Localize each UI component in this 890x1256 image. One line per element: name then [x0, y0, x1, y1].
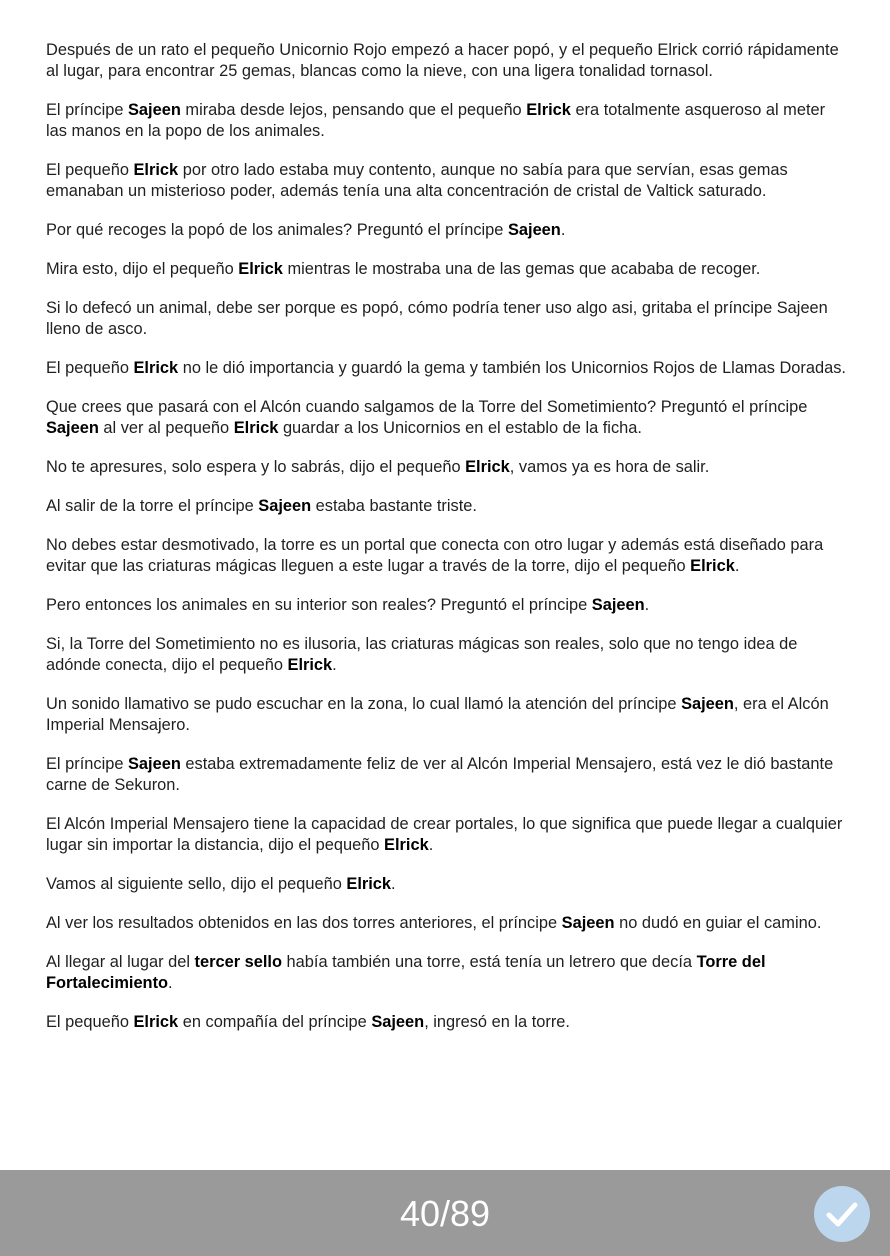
- bold-text: Sajeen: [591, 596, 645, 614]
- text-run: .: [734, 557, 740, 575]
- paragraph: [46, 913, 846, 934]
- bold-text: Torre del Fortalecimiento: [46, 953, 766, 992]
- bold-text: Elrick: [346, 875, 392, 893]
- text-run: Al ver los resultados obtenidos en las dos torres anteriores, el príncipe: [46, 914, 562, 932]
- bold-text: Elrick: [287, 656, 333, 674]
- text-run: Pero entonces los animales en su interior son reales? Preguntó el príncipe: [46, 596, 592, 614]
- text-run: guardar a los Unicornios en el establo de la ficha.: [278, 419, 642, 437]
- text-run: Mira esto, dijo el pequeño: [46, 260, 239, 278]
- text-run: El pequeño: [46, 359, 134, 377]
- text-run: miraba desde lejos, pensando que el pequeño: [180, 101, 527, 119]
- bold-text: Sajeen: [371, 1013, 425, 1031]
- paragraph: [46, 298, 846, 340]
- paragraph: [46, 535, 846, 577]
- paragraph: [46, 595, 846, 616]
- text-run: mientras le mostraba una de las gemas que acababa de recoger.: [282, 260, 761, 278]
- text-run: estaba bastante triste.: [311, 497, 477, 515]
- bold-text: Elrick: [133, 161, 179, 179]
- paragraph: [46, 160, 846, 202]
- bold-text: Elrick: [133, 359, 179, 377]
- text-run: Que crees que pasará con el Alcón cuando salgamos de la Torre del Sometimiento? Preguntó el príncipe: [46, 398, 808, 416]
- bold-text: Sajeen: [46, 419, 99, 437]
- text-run: .: [391, 875, 396, 893]
- text-run: , ingresó en la torre.: [424, 1013, 570, 1031]
- text-run: , vamos ya es hora de salir.: [509, 458, 710, 476]
- text-run: .: [644, 596, 650, 614]
- confirm-button[interactable]: [814, 1186, 870, 1242]
- text-run: Al salir de la torre el príncipe: [46, 497, 259, 515]
- paragraph: [46, 100, 846, 142]
- page-indicator: 40/89: [399, 1193, 491, 1234]
- text-run: No te apresures, solo espera y lo sabrás, dijo el pequeño: [46, 458, 466, 476]
- text-run: Por qué recoges la popó de los animales? Preguntó el príncipe: [46, 221, 508, 239]
- text-run: El Alcón Imperial Mensajero tiene la capacidad de crear portales, lo que significa que puede llegar a cualquier lugar sin importar la distancia, dijo el pequeño: [46, 815, 843, 854]
- check-icon: [814, 1186, 870, 1242]
- paragraph: [46, 874, 846, 895]
- text-run: El príncipe: [46, 755, 128, 773]
- text-run: al ver al pequeño: [98, 419, 234, 437]
- text-run: por otro lado estaba muy contento, aunque no sabía para que servían, esas gemas emanaban un misterioso poder, además tenía una alta concentración de cristal de Valtick saturado.: [46, 161, 788, 200]
- bold-text: Sajeen: [507, 221, 561, 239]
- text-run: .: [428, 836, 434, 854]
- paragraph: [46, 1012, 846, 1033]
- text-run: .: [168, 974, 173, 992]
- text-run: Al llegar al lugar del: [46, 953, 195, 971]
- bold-text: Elrick: [384, 836, 429, 854]
- text-run: Un sonido llamativo se pudo escuchar en la zona, lo cual llamó la atención del príncipe: [46, 695, 682, 713]
- text-run: Si lo defecó un animal, debe ser porque es popó, cómo podría tener uso algo asi, gritaba el príncipe Sajeen lleno de asco.: [46, 299, 828, 338]
- text-run: era totalmente asqueroso al meter las manos en la popo de los animales.: [46, 101, 826, 140]
- bold-text: Sajeen: [681, 695, 734, 713]
- paragraph: [46, 694, 846, 736]
- text-run: .: [560, 221, 566, 239]
- bold-text: Elrick: [233, 419, 279, 437]
- text-run: Vamos al siguiente sello, dijo el pequeño: [46, 875, 347, 893]
- text-run: había también una torre, está tenía un letrero que decía: [281, 953, 697, 971]
- text-run: no le dió importancia y guardó la gema y también los Unicornios Rojos de Llamas Doradas.: [178, 359, 846, 377]
- text-run: .: [332, 656, 337, 674]
- text-run: No debes estar desmotivado, la torre es un portal que conecta con otro lugar y además está diseñado para evitar que las criaturas mágicas lleguen a este lugar a través de la torre, dijo el pequeño: [46, 536, 824, 575]
- paragraph: [46, 754, 846, 796]
- bold-text: Elrick: [133, 1013, 179, 1031]
- text-run: El príncipe: [46, 101, 128, 119]
- bold-text: tercer sello: [194, 953, 282, 971]
- paragraph: [46, 814, 846, 856]
- text-run: estaba extremadamente feliz de ver al Alcón Imperial Mensajero, está vez le dió bastante carne de Sekuron.: [46, 755, 834, 794]
- bold-text: Sajeen: [561, 914, 615, 932]
- text-run: no dudó en guiar el camino.: [614, 914, 822, 932]
- bold-text: Elrick: [465, 458, 510, 476]
- text-run: El pequeño: [46, 1013, 134, 1031]
- paragraph: [46, 259, 846, 280]
- bold-text: Elrick: [238, 260, 283, 278]
- chapter-text: [46, 40, 846, 1051]
- paragraph: [46, 952, 846, 994]
- text-run: Después de un rato el pequeño Unicornio Rojo empezó a hacer popó, y el pequeño Elrick corrió rápidamente al lugar, para encontrar 25 gemas, blancas como la nieve, con una ligera tonalidad tornasol.: [46, 41, 839, 80]
- bold-text: Elrick: [690, 557, 735, 575]
- bold-text: Sajeen: [128, 755, 181, 773]
- paragraph: [46, 496, 846, 517]
- paragraph: [46, 220, 846, 241]
- bottom-toolbar: [0, 1170, 890, 1256]
- bold-text: Elrick: [526, 101, 571, 119]
- paragraph: [46, 634, 846, 676]
- paragraph: [46, 397, 846, 439]
- paragraph: [46, 457, 846, 478]
- bold-text: Sajeen: [128, 101, 181, 119]
- text-run: Si, la Torre del Sometimiento no es ilusoria, las criaturas mágicas son reales, solo que no tengo idea de adónde conecta, dijo el pequeño: [46, 635, 798, 674]
- text-run: en compañía del príncipe: [178, 1013, 372, 1031]
- bold-text: Sajeen: [258, 497, 312, 515]
- paragraph: [46, 358, 846, 379]
- text-run: El pequeño: [46, 161, 134, 179]
- text-run: , era el Alcón Imperial Mensajero.: [46, 695, 829, 734]
- paragraph: [46, 40, 846, 82]
